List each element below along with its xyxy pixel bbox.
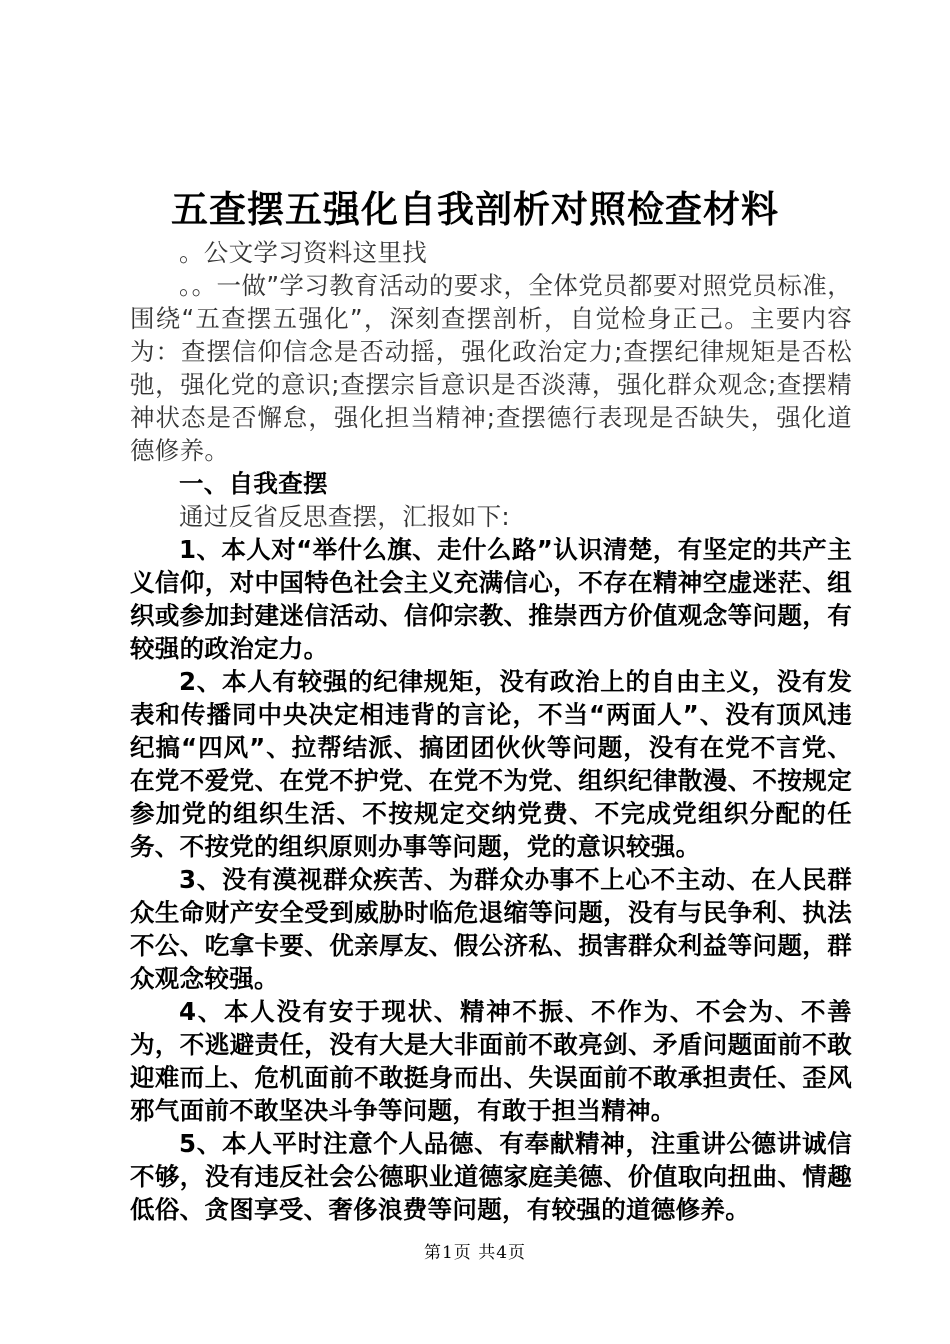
intro-paragraph: 。。一做”学习教育活动的要求，全体党员都要对照党员标准，围绕“五查摆五强化”，深刻查摆剖析，自觉检身正己。主要内容为：查摆信仰信念是否动摇，强化政治定力;查摆纪律规矩是否松弛，强化党的意识;查摆宗旨意识是否淡薄，强化群众观念;查摆精神状态是否懈怠，强化担当精神;查摆德行表现是否缺失，强化道德修养。 <box>130 271 852 465</box>
source-note: 。公文学习资料这里找 <box>179 238 427 267</box>
item-paragraph-2: 2、本人有较强的纪律规矩，没有政治上的自由主义，没有发表和传播同中央决定相违背的言论，不当“两面人”、没有顶风违纪搞“四风”、拉帮结派、搞团团伙伙等问题，没有在党不言党、在党不爱党、在党不护党、在党不为党、组织纪律散漫、不按规定参加党的组织生活、不按规定交纳党费、不完成党组织分配的任务、不按党的组织原则办事等问题，党的意识较强。 <box>130 667 852 861</box>
item-paragraph-3: 3、没有漠视群众疾苦、为群众办事不上心不主动、在人民群众生命财产安全受到威胁时临危退缩等问题，没有与民争利、执法不公、吃拿卡要、优亲厚友、假公济私、损害群众利益等问题，群众观念较强。 <box>130 865 852 993</box>
report-intro: 通过反省反思查摆，汇报如下: <box>179 502 510 531</box>
item-paragraph-1: 1、本人对“举什么旗、走什么路”认识清楚，有坚定的共产主义信仰，对中国特色社会主义充满信心，不存在精神空虚迷茫、组织或参加封建迷信活动、信仰宗教、推崇西方价值观念等问题，有较强的政治定力。 <box>130 535 852 663</box>
document-body <box>130 236 852 1226</box>
section-heading: 一、自我查摆 <box>179 469 328 498</box>
page-number: 第1页 共4页 <box>423 1243 527 1263</box>
item-paragraph-4: 4、本人没有安于现状、精神不振、不作为、不会为、不善为，不逃避责任，没有大是大非面前不敢亮剑、矛盾问题面前不敢迎难而上、危机面前不敢挺身而出、失误面前不敢承担责任、歪风邪气面前不敢坚决斗争等问题，有敢于担当精神。 <box>130 997 852 1125</box>
document-title: 五查摆五强化自我剖析对照检查材料 <box>171 187 779 231</box>
item-paragraph-5: 5、本人平时注意个人品德、有奉献精神，注重讲公德讲诚信不够，没有违反社会公德职业道德家庭美德、价值取向扭曲、情趣低俗、贪图享受、奢侈浪费等问题，有较强的道德修养。 <box>130 1129 852 1224</box>
